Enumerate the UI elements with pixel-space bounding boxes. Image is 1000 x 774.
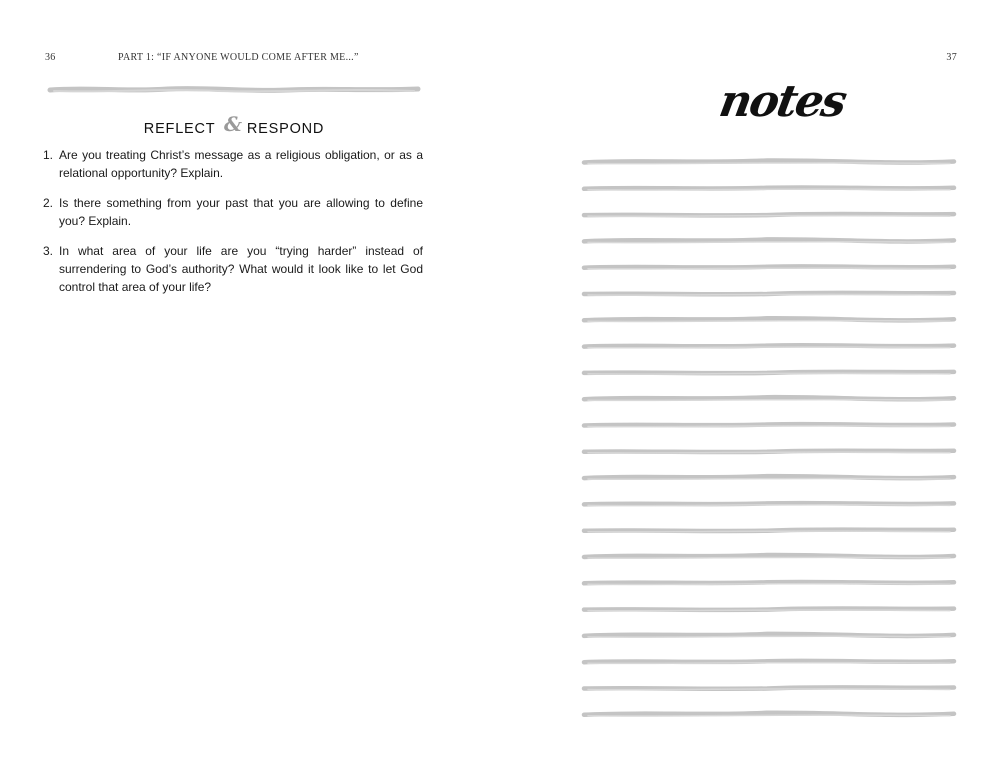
question-text: Is there something from your past that you are allowing to define you? Explain. [59, 196, 423, 228]
notes-title: notes [715, 76, 849, 127]
note-line-texture [588, 505, 950, 506]
note-line-texture [588, 478, 950, 479]
question-item [43, 242, 423, 296]
note-line-texture [588, 321, 950, 322]
note-line-texture [588, 347, 950, 348]
note-line-texture [588, 584, 950, 585]
page-number-right: 37 [946, 52, 957, 63]
note-line-texture [588, 294, 950, 295]
note-line-texture [588, 452, 950, 453]
question-number: 2. [43, 196, 54, 210]
note-line-texture [588, 610, 950, 611]
note-line-texture [588, 557, 950, 558]
note-line-texture [588, 163, 950, 164]
note-line [584, 318, 954, 320]
note-line-texture [588, 242, 950, 243]
note-line-texture [588, 426, 950, 427]
question-list [43, 146, 423, 308]
note-line [584, 634, 954, 636]
note-line [584, 555, 954, 557]
note-line-texture [588, 189, 950, 190]
ampersand-glyph: & [224, 112, 243, 136]
question-number: 3. [43, 244, 54, 258]
note-line-texture [588, 215, 950, 216]
ampersand-icon [223, 112, 243, 139]
note-line [584, 239, 954, 241]
note-line-texture [588, 689, 950, 690]
question-item [43, 146, 423, 182]
running-head: PART 1: “IF ANYONE WOULD COME AFTER ME...” [118, 52, 359, 63]
right-page [500, 0, 1000, 774]
note-line-texture [588, 373, 950, 374]
note-line [584, 713, 954, 715]
brush-divider [48, 84, 420, 96]
section-title-respond: RESPOND [246, 120, 325, 137]
note-line-texture [588, 399, 950, 400]
question-number: 1. [43, 148, 54, 162]
note-line-texture [588, 715, 950, 716]
note-line [584, 476, 954, 478]
note-writing-lines[interactable] [582, 156, 958, 726]
page-number-left: 36 [45, 52, 56, 63]
note-line-texture [588, 268, 950, 269]
note-line-texture [588, 636, 950, 637]
question-text: Are you treating Christ’s message as a religious obligation, or as a relational opportunity? Explain. [59, 148, 423, 180]
section-title-reflect: REFLECT [143, 120, 216, 137]
question-text: In what area of your life are you “trying harder” instead of surrendering to God’s authority? What would it look like to let God control that area of your life? [59, 244, 423, 294]
question-item [43, 194, 423, 230]
section-title [0, 112, 468, 139]
note-line-texture [588, 662, 950, 663]
note-line-texture [588, 531, 950, 532]
note-line [584, 397, 954, 399]
note-line [584, 160, 954, 162]
